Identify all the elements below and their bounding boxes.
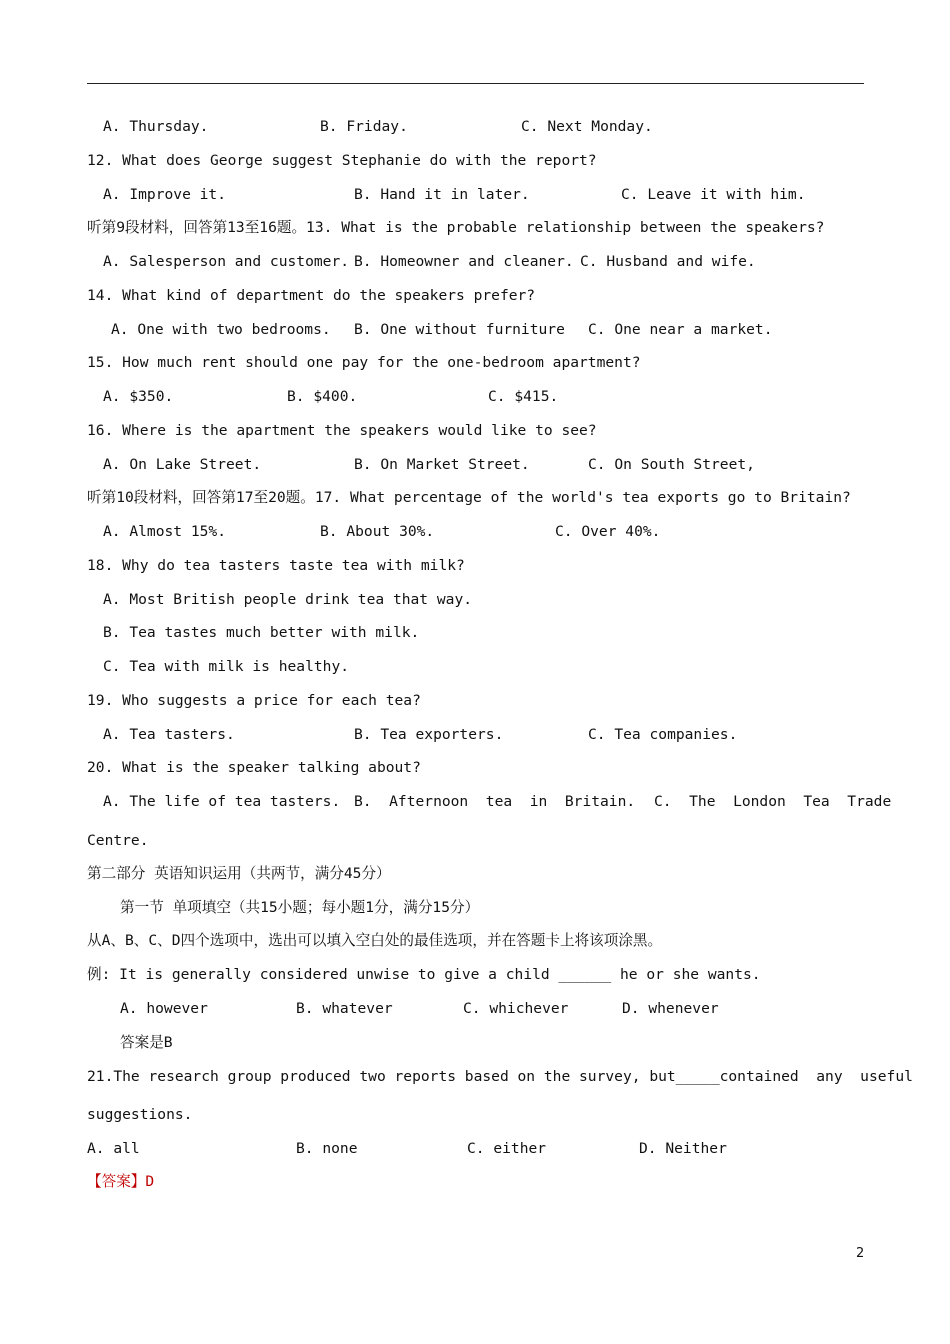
q20-option-b: B. Afternoon tea in Britain. — [354, 793, 636, 810]
q12-option-b: B. Hand it in later. — [354, 186, 530, 203]
q18-option-c: C. Tea with milk is healthy. — [103, 658, 350, 675]
part2-title: 第二部分 英语知识运用（共两节，满分45分） — [87, 865, 391, 882]
example-option-c: C. whichever — [463, 1000, 569, 1017]
q15-option-b: B. $400. — [287, 388, 358, 405]
q12-stem: 12. What does George suggest Stephanie do with the report? — [87, 152, 597, 169]
q15-option-c: C. $415. — [488, 388, 559, 405]
q17-option-c: C. Over 40%. — [555, 523, 661, 540]
q15-option-a: A. $350. — [103, 388, 174, 405]
q19-stem: 19. Who suggests a price for each tea? — [87, 692, 421, 709]
q14-option-b: B. One without furniture — [354, 321, 565, 338]
q11-option-c: C. Next Monday. — [521, 118, 653, 135]
page-number: 2 — [856, 1246, 865, 1261]
q16-option-a: A. On Lake Street. — [103, 456, 262, 473]
q17-option-a: A. Almost 15%. — [103, 523, 227, 540]
q11-option-a: A. Thursday. — [103, 118, 209, 135]
q11-option-b: B. Friday. — [320, 118, 408, 135]
header-rule — [87, 83, 864, 84]
q18-option-a: A. Most British people drink tea that way. — [103, 591, 473, 608]
q20-option-c: C. The London Tea Trade — [654, 793, 892, 810]
q14-stem: 14. What kind of department do the speakers prefer? — [87, 287, 536, 304]
part2-section1-title: 第一节 单项填空（共15小题；每小题1分，满分15分） — [120, 899, 480, 916]
q16-stem: 16. Where is the apartment the speakers would like to see? — [87, 422, 597, 439]
example-stem: 例: It is generally considered unwise to give a child ______ he or she wants. — [87, 966, 761, 983]
q14-option-a: A. One with two bedrooms. — [111, 321, 331, 338]
q18-stem: 18. Why do tea tasters taste tea with milk? — [87, 557, 465, 574]
q13-stem: 听第9段材料，回答第13至16题。13. What is the probable relationship between the speakers? — [87, 219, 825, 236]
q14-option-c: C. One near a market. — [588, 321, 773, 338]
q12-option-c: C. Leave it with him. — [621, 186, 806, 203]
q20-option-c-continuation: Centre. — [87, 832, 149, 849]
q19-option-a: A. Tea tasters. — [103, 726, 235, 743]
q16-option-c: C. On South Street, — [588, 456, 755, 473]
example-option-a: A. however — [120, 1000, 208, 1017]
q16-option-b: B. On Market Street. — [354, 456, 530, 473]
q20-option-a: A. The life of tea tasters. — [103, 793, 341, 810]
q19-option-b: B. Tea exporters. — [354, 726, 504, 743]
q21-option-a: A. all — [87, 1140, 140, 1157]
q21-option-d: D. Neither — [639, 1140, 727, 1157]
example-option-d: D. whenever — [622, 1000, 719, 1017]
q13-option-c: C. Husband and wife. — [580, 253, 756, 270]
q21-answer-label: 【答案】D — [87, 1173, 155, 1190]
q21-option-c: C. either — [467, 1140, 547, 1157]
q21-option-b: B. none — [296, 1140, 358, 1157]
q17-option-b: B. About 30%. — [320, 523, 435, 540]
q19-option-c: C. Tea companies. — [588, 726, 738, 743]
example-option-b: B. whatever — [296, 1000, 393, 1017]
q13-option-a: A. Salesperson and customer. — [103, 253, 350, 270]
q15-stem: 15. How much rent should one pay for the one-bedroom apartment? — [87, 354, 641, 371]
q18-option-b: B. Tea tastes much better with milk. — [103, 624, 420, 641]
q17-stem: 听第10段材料，回答第17至20题。17. What percentage of the world's tea exports go to Britain? — [87, 489, 851, 506]
part2-instruction: 从A、B、C、D四个选项中，选出可以填入空白处的最佳选项，并在答题卡上将该项涂黑。 — [87, 932, 663, 949]
q21-stem: 21.The research group produced two reports based on the survey, but_____contained any useful — [87, 1068, 913, 1085]
q12-option-a: A. Improve it. — [103, 186, 227, 203]
q13-option-b: B. Homeowner and cleaner. — [354, 253, 574, 270]
q20-stem: 20. What is the speaker talking about? — [87, 759, 421, 776]
example-answer: 答案是B — [120, 1034, 173, 1051]
q21-stem-continuation: suggestions. — [87, 1106, 193, 1123]
